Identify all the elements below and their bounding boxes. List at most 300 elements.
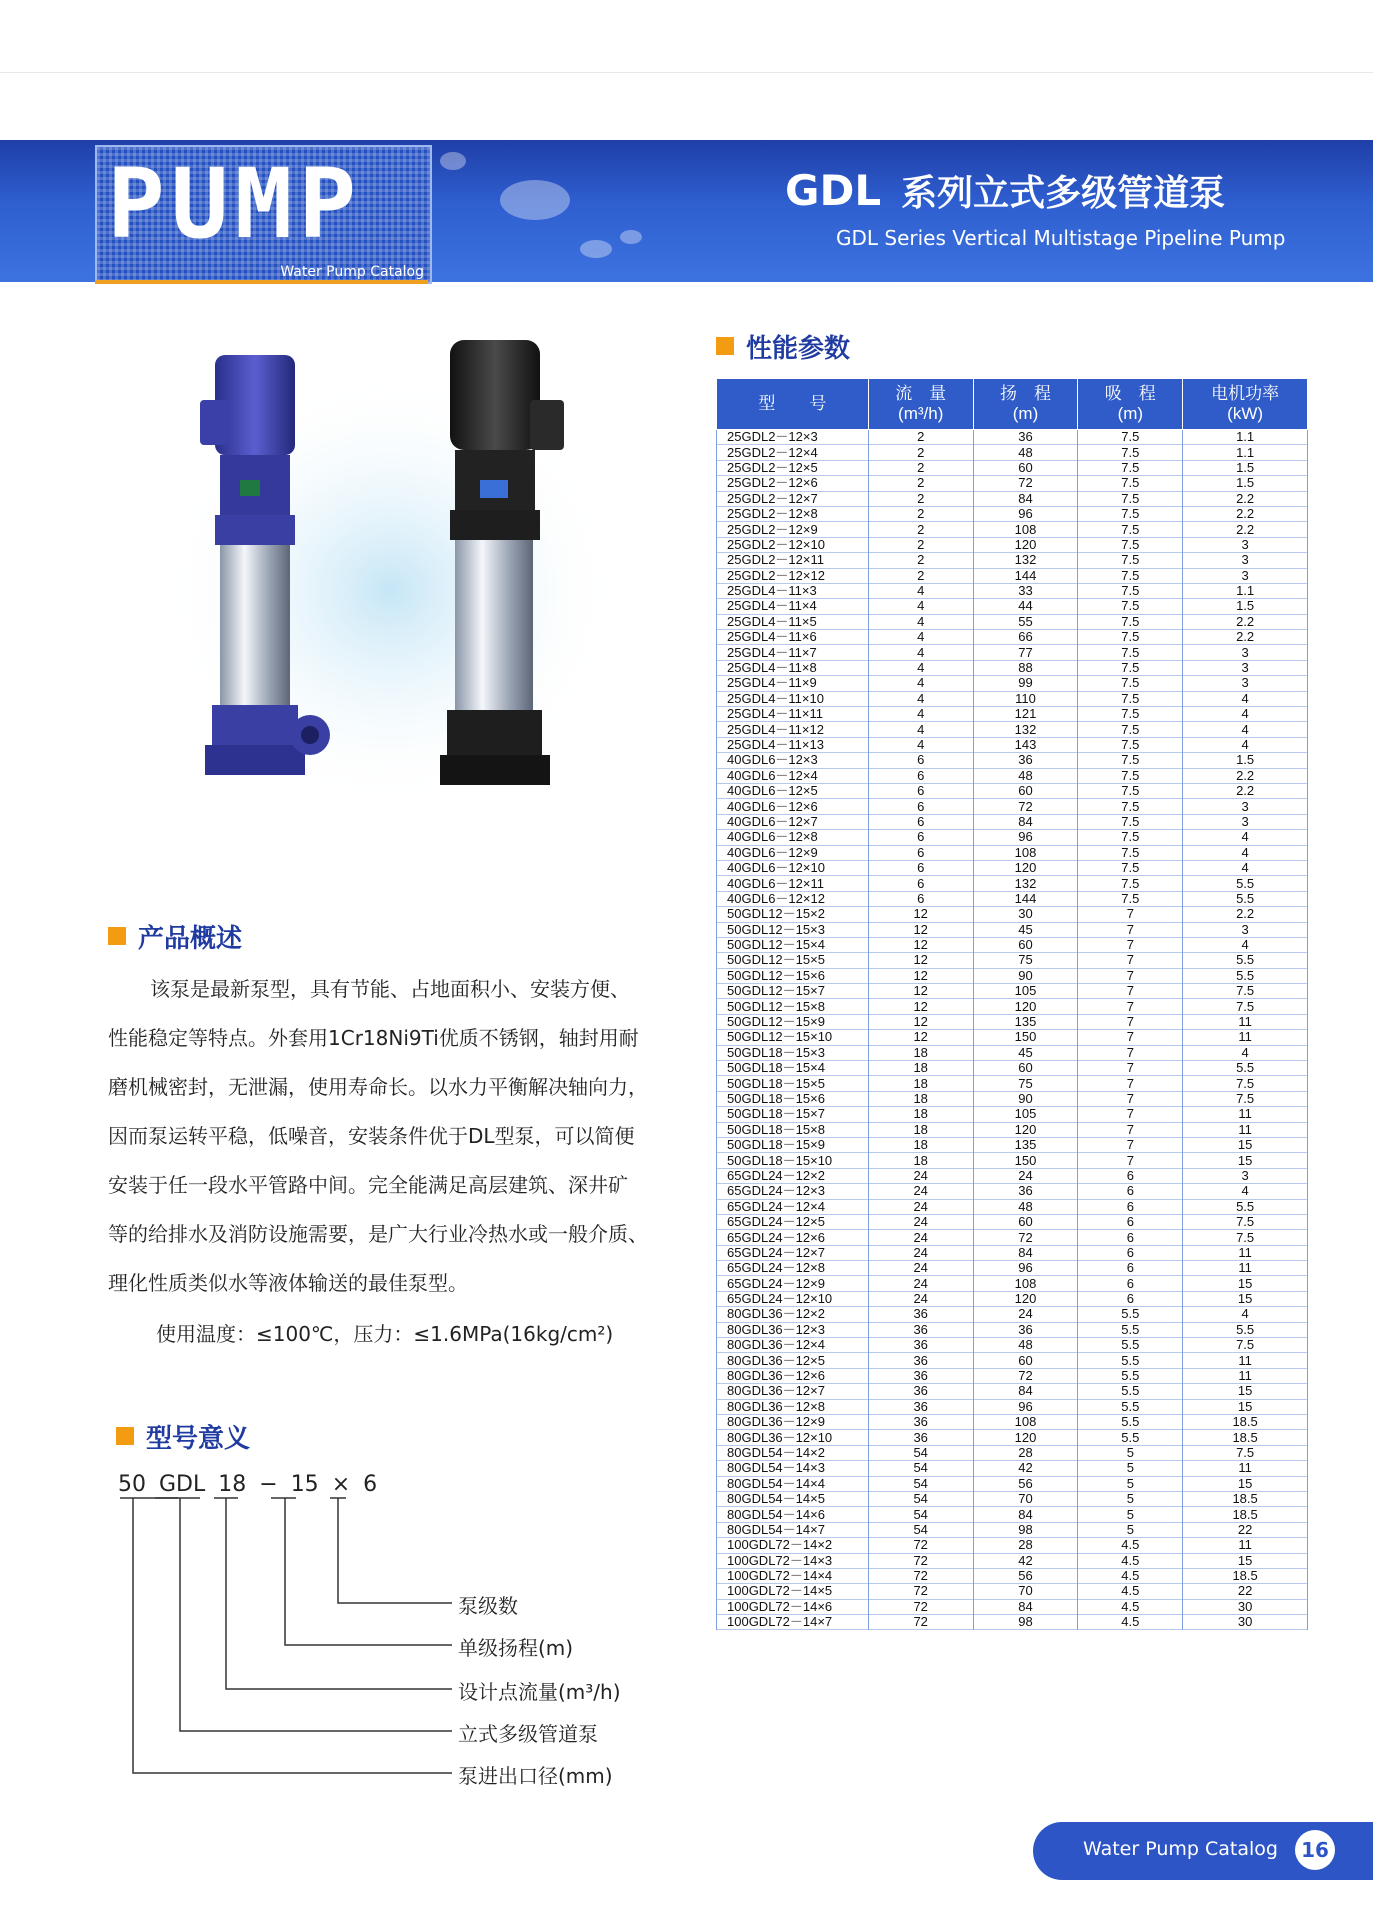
cell-head: 36 <box>973 1184 1078 1199</box>
cell-head: 56 <box>973 1476 1078 1491</box>
cell-power: 7.5 <box>1183 999 1308 1014</box>
table-row <box>717 1476 1308 1491</box>
cell-suction: 7.5 <box>1078 430 1183 445</box>
heading-bullet <box>716 337 734 355</box>
cell-suction: 7 <box>1078 953 1183 968</box>
table-row <box>717 1445 1308 1460</box>
table-row <box>717 491 1308 506</box>
cell-flow: 4 <box>868 722 973 737</box>
cell-head: 84 <box>973 1507 1078 1522</box>
cell-model: 25GDL4－11×13 <box>717 737 869 752</box>
cell-model: 40GDL6－12×5 <box>717 783 869 798</box>
cell-power: 1.5 <box>1183 476 1308 491</box>
cell-flow: 24 <box>868 1230 973 1245</box>
cell-power: 4 <box>1183 707 1308 722</box>
cell-head: 96 <box>973 1261 1078 1276</box>
cell-power: 1.5 <box>1183 599 1308 614</box>
cell-head: 84 <box>973 1384 1078 1399</box>
cell-model: 80GDL36－12×8 <box>717 1399 869 1414</box>
table-row <box>717 860 1308 875</box>
cell-flow: 36 <box>868 1322 973 1337</box>
cell-head: 108 <box>973 845 1078 860</box>
cell-suction: 5 <box>1078 1491 1183 1506</box>
table-row <box>717 753 1308 768</box>
cell-suction: 5 <box>1078 1522 1183 1537</box>
pump-logo <box>95 145 432 284</box>
cell-head: 60 <box>973 1061 1078 1076</box>
cell-suction: 5 <box>1078 1445 1183 1460</box>
cell-suction: 7.5 <box>1078 522 1183 537</box>
cell-power: 3 <box>1183 645 1308 660</box>
cell-suction: 7.5 <box>1078 460 1183 475</box>
cell-model: 50GDL18－15×10 <box>717 1153 869 1168</box>
cell-head: 150 <box>973 1153 1078 1168</box>
cell-power: 15 <box>1183 1476 1308 1491</box>
cell-power: 4 <box>1183 1307 1308 1322</box>
cell-power: 7.5 <box>1183 1214 1308 1229</box>
table-row <box>717 845 1308 860</box>
table-row <box>717 1291 1308 1306</box>
cell-flow: 2 <box>868 537 973 552</box>
cell-model: 40GDL6－12×8 <box>717 830 869 845</box>
cell-flow: 18 <box>868 1091 973 1106</box>
cell-flow: 2 <box>868 522 973 537</box>
cell-head: 84 <box>973 491 1078 506</box>
table-row <box>717 630 1308 645</box>
table-row <box>717 1338 1308 1353</box>
pump-product-image <box>150 330 620 810</box>
table-row <box>717 1168 1308 1183</box>
cell-flow: 6 <box>868 891 973 906</box>
cell-flow: 2 <box>868 445 973 460</box>
cell-head: 120 <box>973 1291 1078 1306</box>
cell-model: 40GDL6－12×4 <box>717 768 869 783</box>
label-stages: 泵级数 <box>458 1594 518 1618</box>
cell-head: 75 <box>973 953 1078 968</box>
table-row <box>717 891 1308 906</box>
cell-flow: 18 <box>868 1122 973 1137</box>
cell-head: 84 <box>973 1245 1078 1260</box>
cell-head: 45 <box>973 1045 1078 1060</box>
code-stages: 6 <box>363 1472 378 1497</box>
cell-model: 80GDL36－12×10 <box>717 1430 869 1445</box>
cell-flow: 54 <box>868 1445 973 1460</box>
cell-power: 15 <box>1183 1276 1308 1291</box>
top-rule <box>0 72 1373 73</box>
cell-model: 25GDL4－11×6 <box>717 630 869 645</box>
code-flow: 18 <box>218 1472 247 1497</box>
cell-power: 15 <box>1183 1399 1308 1414</box>
cell-flow: 54 <box>868 1491 973 1506</box>
cell-flow: 6 <box>868 845 973 860</box>
cell-model: 25GDL2－12×9 <box>717 522 869 537</box>
cell-power: 22 <box>1183 1584 1308 1599</box>
table-row <box>717 1461 1308 1476</box>
label-stage-head: 单级扬程(m) <box>458 1636 574 1660</box>
cell-power: 7.5 <box>1183 1091 1308 1106</box>
cell-head: 105 <box>973 984 1078 999</box>
table-row <box>717 814 1308 829</box>
performance-table <box>716 378 1308 1630</box>
cell-power: 2.2 <box>1183 506 1308 521</box>
cell-flow: 18 <box>868 1107 973 1122</box>
cell-model: 80GDL36－12×6 <box>717 1368 869 1383</box>
cell-flow: 12 <box>868 907 973 922</box>
cell-model: 80GDL54－14×4 <box>717 1476 869 1491</box>
cell-power: 1.1 <box>1183 430 1308 445</box>
cell-power: 15 <box>1183 1153 1308 1168</box>
cell-flow: 4 <box>868 660 973 675</box>
cell-power: 11 <box>1183 1353 1308 1368</box>
table-row <box>717 907 1308 922</box>
cell-power: 4 <box>1183 845 1308 860</box>
cell-flow: 4 <box>868 599 973 614</box>
table-row <box>717 614 1308 629</box>
cell-power: 3 <box>1183 660 1308 675</box>
cell-suction: 7 <box>1078 1014 1183 1029</box>
cell-model: 50GDL18－15×4 <box>717 1061 869 1076</box>
cell-model: 80GDL36－12×3 <box>717 1322 869 1337</box>
cell-suction: 7 <box>1078 1061 1183 1076</box>
cell-power: 2.2 <box>1183 491 1308 506</box>
cell-head: 143 <box>973 737 1078 752</box>
cell-head: 96 <box>973 830 1078 845</box>
cell-model: 65GDL24－12×7 <box>717 1245 869 1260</box>
overview-heading: 产品概述 <box>108 918 242 955</box>
cell-power: 15 <box>1183 1137 1308 1152</box>
cell-head: 90 <box>973 1091 1078 1106</box>
cell-suction: 7.5 <box>1078 553 1183 568</box>
cell-power: 4 <box>1183 1045 1308 1060</box>
cell-head: 108 <box>973 1415 1078 1430</box>
cell-power: 7.5 <box>1183 1076 1308 1091</box>
table-row <box>717 1245 1308 1260</box>
cell-suction: 5.5 <box>1078 1430 1183 1445</box>
cell-model: 25GDL4－11×9 <box>717 676 869 691</box>
table-row <box>717 1014 1308 1029</box>
footer-text: Water Pump Catalog <box>1083 1838 1278 1860</box>
cell-head: 36 <box>973 753 1078 768</box>
cell-model: 25GDL4－11×10 <box>717 691 869 706</box>
cell-flow: 72 <box>868 1538 973 1553</box>
cell-suction: 6 <box>1078 1230 1183 1245</box>
cell-model: 80GDL36－12×2 <box>717 1307 869 1322</box>
cell-power: 7.5 <box>1183 1338 1308 1353</box>
cell-head: 84 <box>973 1599 1078 1614</box>
cell-flow: 72 <box>868 1568 973 1583</box>
cell-flow: 54 <box>868 1507 973 1522</box>
cell-suction: 6 <box>1078 1291 1183 1306</box>
cell-flow: 4 <box>868 583 973 598</box>
cell-power: 15 <box>1183 1291 1308 1306</box>
cell-suction: 7 <box>1078 907 1183 922</box>
cell-flow: 2 <box>868 476 973 491</box>
cell-model: 40GDL6－12×12 <box>717 891 869 906</box>
table-row <box>717 1045 1308 1060</box>
cell-power: 3 <box>1183 568 1308 583</box>
table-row <box>717 460 1308 475</box>
label-caliber: 泵进出口径(mm) <box>458 1764 613 1788</box>
cell-suction: 5.5 <box>1078 1307 1183 1322</box>
cell-head: 70 <box>973 1584 1078 1599</box>
cell-model: 65GDL24－12×8 <box>717 1261 869 1276</box>
cell-flow: 18 <box>868 1045 973 1060</box>
cell-head: 108 <box>973 522 1078 537</box>
cell-suction: 5 <box>1078 1461 1183 1476</box>
table-row <box>717 707 1308 722</box>
cell-model: 65GDL24－12×9 <box>717 1276 869 1291</box>
cell-flow: 18 <box>868 1061 973 1076</box>
cell-suction: 5 <box>1078 1507 1183 1522</box>
cell-model: 50GDL12－15×10 <box>717 1030 869 1045</box>
cell-head: 72 <box>973 1368 1078 1383</box>
cell-flow: 12 <box>868 1014 973 1029</box>
cell-power: 3 <box>1183 676 1308 691</box>
footer-badge <box>1033 1822 1373 1880</box>
table-row <box>717 691 1308 706</box>
table-row <box>717 1522 1308 1537</box>
cell-model: 50GDL12－15×8 <box>717 999 869 1014</box>
cell-head: 30 <box>973 907 1078 922</box>
cell-flow: 36 <box>868 1368 973 1383</box>
cell-flow: 54 <box>868 1461 973 1476</box>
table-row <box>717 722 1308 737</box>
cell-suction: 7.5 <box>1078 645 1183 660</box>
table-row <box>717 1399 1308 1414</box>
page-title <box>785 165 1225 216</box>
overview-line: 磨机械密封，无泄漏，使用寿命长。以水力平衡解决轴向力， <box>108 1075 648 1099</box>
cell-model: 25GDL2－12×8 <box>717 506 869 521</box>
heading-bullet <box>116 1427 134 1445</box>
cell-power: 18.5 <box>1183 1415 1308 1430</box>
code-dash: − <box>259 1472 278 1497</box>
table-row <box>717 1538 1308 1553</box>
cell-model: 80GDL36－12×7 <box>717 1384 869 1399</box>
table-row <box>717 522 1308 537</box>
cell-head: 99 <box>973 676 1078 691</box>
cell-model: 65GDL24－12×6 <box>717 1230 869 1245</box>
table-row <box>717 1491 1308 1506</box>
cell-model: 25GDL4－11×3 <box>717 583 869 598</box>
cell-suction: 6 <box>1078 1214 1183 1229</box>
table-row <box>717 876 1308 891</box>
cell-suction: 7 <box>1078 1076 1183 1091</box>
cell-flow: 4 <box>868 645 973 660</box>
cell-head: 28 <box>973 1538 1078 1553</box>
cell-model: 65GDL24－12×5 <box>717 1214 869 1229</box>
cell-head: 33 <box>973 583 1078 598</box>
cell-suction: 7.5 <box>1078 845 1183 860</box>
cell-head: 48 <box>973 445 1078 460</box>
table-row <box>717 476 1308 491</box>
overview-line: 因而泵运转平稳，低噪音，安装条件优于DL型泵，可以简便 <box>108 1124 635 1148</box>
heading-bullet <box>108 927 126 945</box>
overview-text <box>108 965 708 1308</box>
page-title-english: GDL Series Vertical Multistage Pipeline Pump <box>836 226 1286 250</box>
overview-line: 该泵是最新泵型，具有节能、占地面积小、安装方便、 <box>150 977 630 1001</box>
cell-flow: 36 <box>868 1415 973 1430</box>
cell-flow: 2 <box>868 491 973 506</box>
cell-suction: 7.5 <box>1078 506 1183 521</box>
table-row <box>717 1507 1308 1522</box>
cell-power: 11 <box>1183 1245 1308 1260</box>
cell-suction: 7.5 <box>1078 614 1183 629</box>
cell-suction: 7.5 <box>1078 691 1183 706</box>
cell-power: 3 <box>1183 799 1308 814</box>
cell-power: 4 <box>1183 737 1308 752</box>
title-cn-text: 系列立式多级管道泵 <box>901 173 1226 214</box>
cell-suction: 5.5 <box>1078 1322 1183 1337</box>
table-row <box>717 1091 1308 1106</box>
cell-flow: 6 <box>868 783 973 798</box>
cell-model: 100GDL72－14×5 <box>717 1584 869 1599</box>
cell-head: 132 <box>973 722 1078 737</box>
cell-flow: 2 <box>868 568 973 583</box>
cell-power: 2.2 <box>1183 907 1308 922</box>
cell-power: 4 <box>1183 937 1308 952</box>
cell-power: 2.2 <box>1183 630 1308 645</box>
cell-flow: 36 <box>868 1353 973 1368</box>
cell-model: 25GDL4－11×8 <box>717 660 869 675</box>
cell-power: 11 <box>1183 1030 1308 1045</box>
cell-model: 50GDL18－15×5 <box>717 1076 869 1091</box>
cell-flow: 4 <box>868 737 973 752</box>
cell-suction: 5.5 <box>1078 1384 1183 1399</box>
cell-head: 60 <box>973 460 1078 475</box>
table-row <box>717 537 1308 552</box>
cell-flow: 6 <box>868 768 973 783</box>
table-row <box>717 445 1308 460</box>
table-row <box>717 1030 1308 1045</box>
cell-model: 50GDL18－15×9 <box>717 1137 869 1152</box>
cell-suction: 7.5 <box>1078 583 1183 598</box>
cell-model: 80GDL36－12×5 <box>717 1353 869 1368</box>
cell-model: 80GDL54－14×7 <box>717 1522 869 1537</box>
cell-suction: 7.5 <box>1078 445 1183 460</box>
cell-suction: 6 <box>1078 1261 1183 1276</box>
table-row <box>717 1107 1308 1122</box>
cell-power: 7.5 <box>1183 984 1308 999</box>
cell-suction: 6 <box>1078 1168 1183 1183</box>
cell-flow: 72 <box>868 1584 973 1599</box>
table-row <box>717 676 1308 691</box>
table-row <box>717 937 1308 952</box>
cell-flow: 24 <box>868 1276 973 1291</box>
cell-power: 5.5 <box>1183 1061 1308 1076</box>
cell-head: 121 <box>973 707 1078 722</box>
cell-flow: 36 <box>868 1430 973 1445</box>
col-model: 型 号 <box>717 379 869 430</box>
cell-power: 11 <box>1183 1014 1308 1029</box>
cell-suction: 7.5 <box>1078 676 1183 691</box>
cell-model: 50GDL12－15×5 <box>717 953 869 968</box>
cell-model: 25GDL2－12×4 <box>717 445 869 460</box>
cell-suction: 5.5 <box>1078 1415 1183 1430</box>
cell-suction: 7 <box>1078 1153 1183 1168</box>
cell-head: 36 <box>973 430 1078 445</box>
cell-power: 3 <box>1183 553 1308 568</box>
performance-heading: 性能参数 <box>716 328 850 365</box>
model-meaning-heading: 型号意义 <box>116 1418 250 1455</box>
code-caliber: 50 <box>118 1472 146 1497</box>
cell-power: 5.5 <box>1183 1322 1308 1337</box>
cell-head: 72 <box>973 799 1078 814</box>
cell-head: 108 <box>973 1276 1078 1291</box>
cell-suction: 7.5 <box>1078 537 1183 552</box>
cell-suction: 5.5 <box>1078 1338 1183 1353</box>
cell-model: 40GDL6－12×9 <box>717 845 869 860</box>
cell-flow: 24 <box>868 1291 973 1306</box>
cell-head: 135 <box>973 1014 1078 1029</box>
cell-model: 25GDL2－12×5 <box>717 460 869 475</box>
table-row <box>717 568 1308 583</box>
cell-power: 1.5 <box>1183 460 1308 475</box>
cell-power: 11 <box>1183 1538 1308 1553</box>
cell-model: 50GDL18－15×8 <box>717 1122 869 1137</box>
cell-head: 98 <box>973 1522 1078 1537</box>
cell-model: 50GDL18－15×6 <box>717 1091 869 1106</box>
cell-flow: 54 <box>868 1522 973 1537</box>
cell-head: 96 <box>973 506 1078 521</box>
cell-head: 72 <box>973 476 1078 491</box>
cell-head: 105 <box>973 1107 1078 1122</box>
cell-suction: 7.5 <box>1078 476 1183 491</box>
cell-suction: 7 <box>1078 999 1183 1014</box>
cell-suction: 7.5 <box>1078 876 1183 891</box>
cell-suction: 7.5 <box>1078 737 1183 752</box>
cell-flow: 4 <box>868 707 973 722</box>
cell-head: 60 <box>973 1353 1078 1368</box>
table-row <box>717 660 1308 675</box>
overview-line: 等的给排水及消防设施需要，是广大行业冷热水或一般介质、 <box>108 1222 648 1246</box>
code-head: 15 <box>290 1472 319 1497</box>
cell-suction: 6 <box>1078 1199 1183 1214</box>
cell-power: 1.5 <box>1183 753 1308 768</box>
cell-flow: 18 <box>868 1076 973 1091</box>
table-row <box>717 768 1308 783</box>
cell-model: 40GDL6－12×10 <box>717 860 869 875</box>
code-times: × <box>331 1472 351 1497</box>
cell-power: 2.2 <box>1183 768 1308 783</box>
table-row <box>717 506 1308 521</box>
cell-power: 11 <box>1183 1368 1308 1383</box>
cell-head: 48 <box>973 768 1078 783</box>
cell-model: 50GDL18－15×7 <box>717 1107 869 1122</box>
cell-head: 60 <box>973 1214 1078 1229</box>
table-row <box>717 1276 1308 1291</box>
cell-head: 72 <box>973 1230 1078 1245</box>
logo-underline <box>95 280 428 284</box>
cell-flow: 2 <box>868 553 973 568</box>
table-row <box>717 1368 1308 1383</box>
table-row <box>717 645 1308 660</box>
cell-power: 15 <box>1183 1384 1308 1399</box>
cell-head: 120 <box>973 1430 1078 1445</box>
table-row <box>717 1568 1308 1583</box>
performance-table-body <box>717 430 1308 1630</box>
cell-head: 90 <box>973 968 1078 983</box>
table-row <box>717 999 1308 1014</box>
cell-suction: 5.5 <box>1078 1399 1183 1414</box>
cell-suction: 4.5 <box>1078 1568 1183 1583</box>
table-row <box>717 583 1308 598</box>
cell-flow: 36 <box>868 1399 973 1414</box>
cell-head: 120 <box>973 999 1078 1014</box>
cell-model: 80GDL36－12×9 <box>717 1415 869 1430</box>
cell-suction: 7.5 <box>1078 830 1183 845</box>
cell-head: 70 <box>973 1491 1078 1506</box>
cell-flow: 12 <box>868 922 973 937</box>
